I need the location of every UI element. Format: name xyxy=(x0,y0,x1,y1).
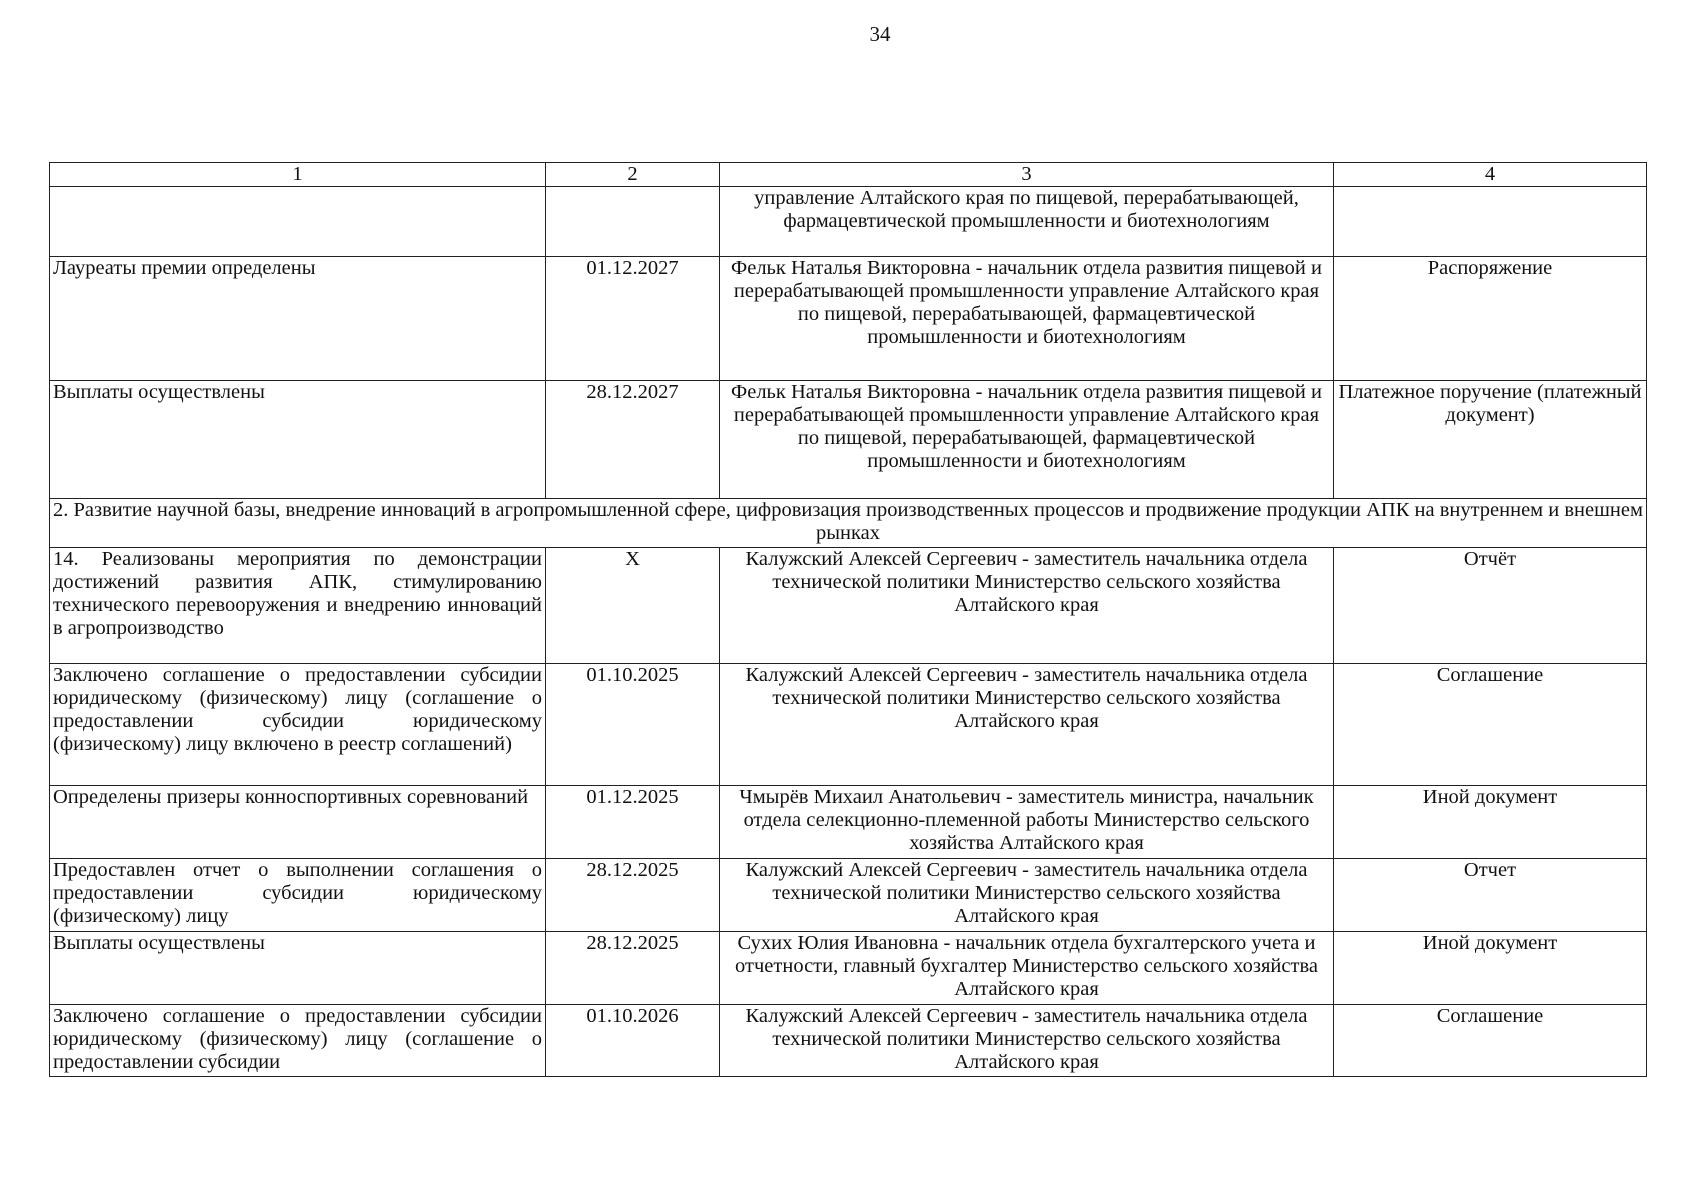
cell-document: Соглашение xyxy=(1334,664,1647,786)
cell-responsible: Фельк Наталья Викторовна - начальник отдела развития пищевой и перерабатывающей промышленности управление Алтайского края по пищевой, перерабатывающей, фармацевтической промышленности и биотехнологиям xyxy=(720,381,1334,499)
cell-document: Отчет xyxy=(1334,859,1647,932)
table-row xyxy=(50,381,1647,499)
section-title: 2. Развитие научной базы, внедрение инноваций в агропромышленной сфере, цифровизация производственных процессов и продвижение продукции АПК на внутреннем и внешнем рынках xyxy=(50,499,1647,548)
cell-date: 28.12.2025 xyxy=(546,859,720,932)
cell-date: X xyxy=(546,548,720,664)
cell-event: Заключено соглашение о предоставлении субсидии юридическому (физическому) лицу (соглашение о предоставлении субсидии юридическому (физическому) лицу включено в реестр соглашений) xyxy=(50,664,546,786)
cell-responsible: Чмырёв Михаил Анатольевич - заместитель министра, начальник отдела селекционно-племенной работы Министерство сельского хозяйства Алтайского края xyxy=(720,786,1334,859)
cell-responsible: Сухих Юлия Ивановна - начальник отдела бухгалтерского учета и отчетности, главный бухгалтер Министерство сельского хозяйства Алтайского края xyxy=(720,932,1334,1005)
cell-event: Лауреаты премии определены xyxy=(50,257,546,381)
table-row xyxy=(50,859,1647,932)
cell-responsible: Калужский Алексей Сергеевич - заместитель начальника отдела технической политики Министерство сельского хозяйства Алтайского края xyxy=(720,859,1334,932)
cell-event xyxy=(50,187,546,257)
cell-document: Соглашение xyxy=(1334,1005,1647,1077)
header-cell-4: 4 xyxy=(1334,163,1647,187)
table-row xyxy=(50,932,1647,1005)
table-row xyxy=(50,786,1647,859)
cell-event: 14. Реализованы мероприятия по демонстрации достижений развития АПК, стимулированию технического перевооружения и внедрению инноваций в агропроизводство xyxy=(50,548,546,664)
cell-date: 01.10.2025 xyxy=(546,664,720,786)
cell-document: Отчёт xyxy=(1334,548,1647,664)
header-cell-1: 1 xyxy=(50,163,546,187)
cell-document: Иной документ xyxy=(1334,932,1647,1005)
cell-document: Иной документ xyxy=(1334,786,1647,859)
cell-responsible: Фельк Наталья Викторовна - начальник отдела развития пищевой и перерабатывающей промышленности управление Алтайского края по пищевой, перерабатывающей, фармацевтической промышленности и биотехнологиям xyxy=(720,257,1334,381)
header-cell-2: 2 xyxy=(546,163,720,187)
cell-date: 01.12.2025 xyxy=(546,786,720,859)
cell-document: Платежное поручение (платежный документ) xyxy=(1334,381,1647,499)
cell-document: Распоряжение xyxy=(1334,257,1647,381)
cell-event: Заключено соглашение о предоставлении субсидии юридическому (физическому) лицу (соглашение о предоставлении субсидии xyxy=(50,1005,546,1077)
section-row xyxy=(50,499,1647,548)
cell-responsible: Калужский Алексей Сергеевич - заместитель начальника отдела технической политики Министерство сельского хозяйства Алтайского края xyxy=(720,1005,1334,1077)
cell-responsible: Калужский Алексей Сергеевич - заместитель начальника отдела технической политики Министерство сельского хозяйства Алтайского края xyxy=(720,548,1334,664)
table-row xyxy=(50,664,1647,786)
cell-date: 28.12.2025 xyxy=(546,932,720,1005)
cell-date: 01.10.2026 xyxy=(546,1005,720,1077)
cell-event: Определены призеры конноспортивных соревнований xyxy=(50,786,546,859)
cell-event: Выплаты осуществлены xyxy=(50,932,546,1005)
table-row xyxy=(50,548,1647,664)
table-header-row xyxy=(50,163,1647,187)
table-row xyxy=(50,257,1647,381)
cell-date: 01.12.2027 xyxy=(546,257,720,381)
cell-date xyxy=(546,187,720,257)
table-row xyxy=(50,1005,1647,1077)
cell-responsible: Калужский Алексей Сергеевич - заместитель начальника отдела технической политики Министерство сельского хозяйства Алтайского края xyxy=(720,664,1334,786)
table-row xyxy=(50,187,1647,257)
page-number: 34 xyxy=(869,22,891,46)
cell-event: Выплаты осуществлены xyxy=(50,381,546,499)
cell-document xyxy=(1334,187,1647,257)
cell-date: 28.12.2027 xyxy=(546,381,720,499)
plan-table xyxy=(49,162,1647,1077)
cell-responsible: управление Алтайского края по пищевой, перерабатывающей, фармацевтической промышленности и биотехнологиям xyxy=(720,187,1334,257)
cell-event: Предоставлен отчет о выполнении соглашения о предоставлении субсидии юридическому (физическому) лицу xyxy=(50,859,546,932)
header-cell-3: 3 xyxy=(720,163,1334,187)
